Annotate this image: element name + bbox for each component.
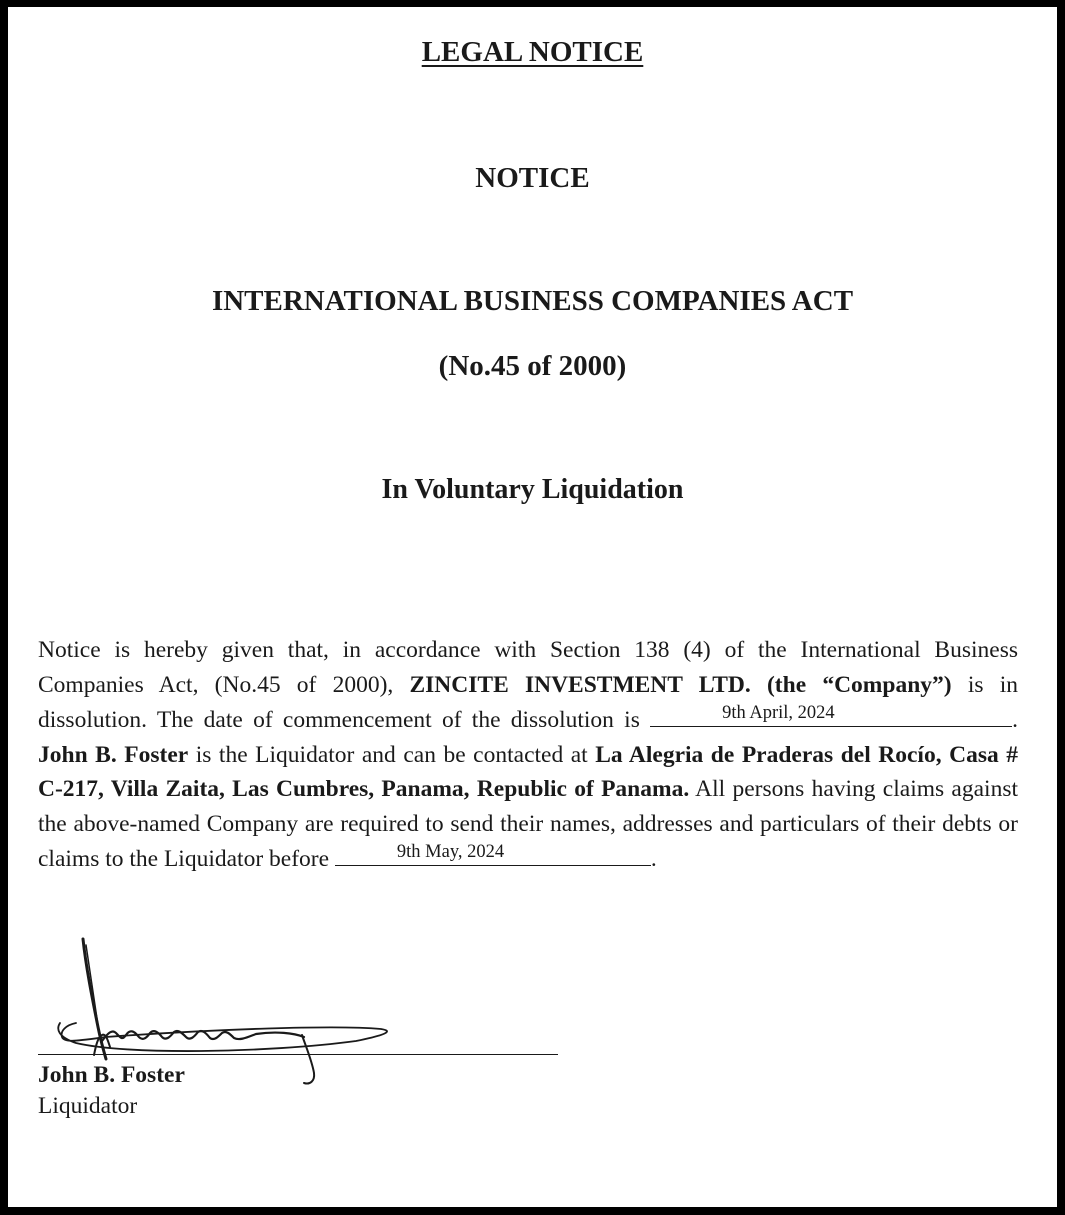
claims-deadline: 9th May, 2024 <box>396 841 505 862</box>
commencement-date: 9th April, 2024 <box>722 702 835 723</box>
liquidator-name: John B. Foster <box>38 741 189 768</box>
company-name: ZINCITE INVESTMENT LTD. (the “Company”) <box>409 671 952 698</box>
signatory-name: John B. Foster <box>38 1062 185 1088</box>
body-text-part-5: All persons having claims against the above-named Company are required to send their names, addresses and particulars of their debts or claims to the Liquidator before <box>38 776 1018 872</box>
liquidation-status-heading: In Voluntary Liquidation <box>381 474 684 505</box>
legal-notice-page <box>8 7 1057 1207</box>
liquidator-address: La Alegria de Praderas del Rocío, Casa # C-217, Villa Zaita, Las Cumbres, Panama, Republic of Panama. <box>38 741 1019 802</box>
commencement-date-blank <box>650 702 1012 727</box>
legal-notice-heading: LEGAL NOTICE <box>421 36 644 68</box>
notice-body-paragraph <box>38 633 1018 877</box>
body-text-part-1: Notice is hereby given that, in accordance with Section 138 (4) of the International Business Companies Act, (No.45 of 2000), <box>38 637 1018 698</box>
notice-heading: NOTICE <box>475 162 590 194</box>
act-number: (No.45 of 2000) <box>438 350 627 382</box>
act-title: INTERNATIONAL BUSINESS COMPANIES ACT <box>211 285 854 317</box>
body-text-part-4: is the Liquidator and can be contacted at <box>188 741 596 768</box>
body-text-part-6: . <box>650 846 657 872</box>
claims-deadline-blank <box>335 841 651 866</box>
body-text-part-3: . <box>1012 707 1018 733</box>
body-text-part-2: is in dissolution. The date of commencement of the dissolution is <box>38 671 1018 733</box>
signatory-role: Liquidator <box>38 1093 138 1119</box>
signature-line <box>38 1054 558 1055</box>
